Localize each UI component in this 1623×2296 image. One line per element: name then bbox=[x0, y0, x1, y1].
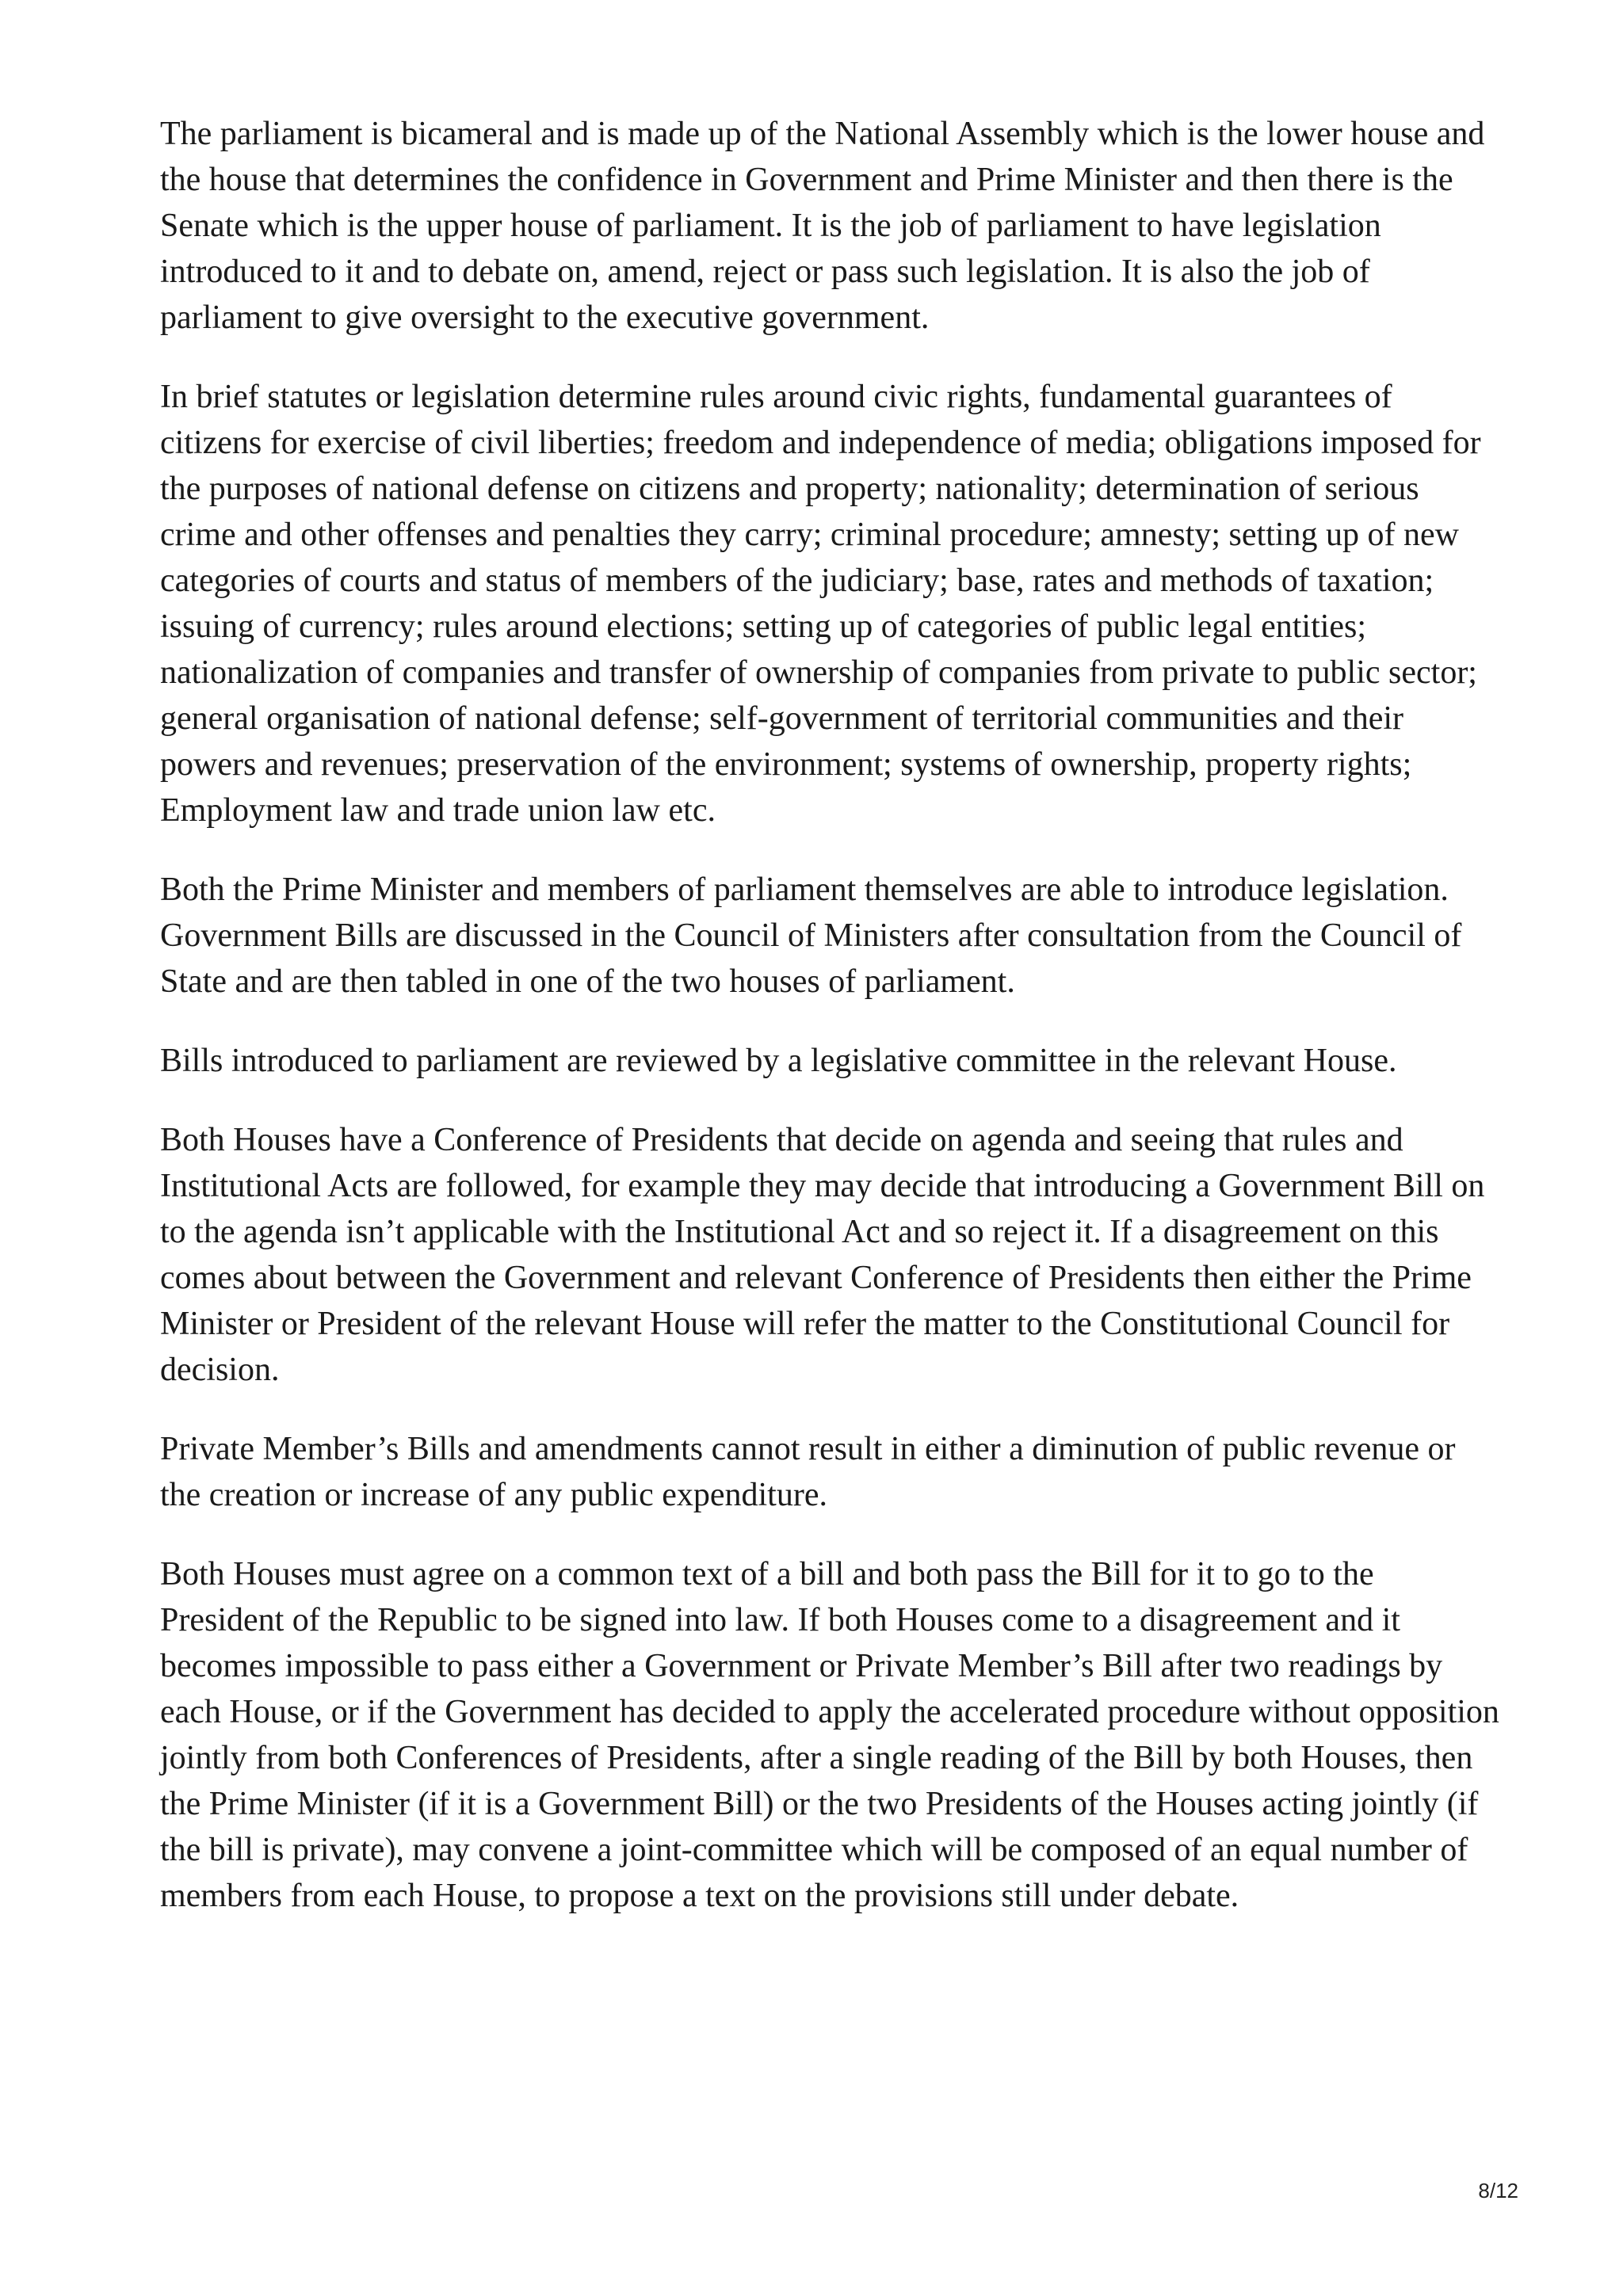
paragraph-committee-review: Bills introduced to parliament are reviewed by a legislative committee in the relevant House. bbox=[160, 1043, 1397, 1079]
paragraph-legislation-scope: In brief statutes or legislation determine rules around civic rights, fundamental guarantees of citizens for exercise of civil liberties; freedom and independence of media; obligations imposed for the purposes of national defense on citizens and property; nationality; determination of serious crime and other offenses and penalties they carry; criminal procedure; amnesty; setting up of new categories of courts and status of members of the judiciary; base, rates and methods of taxation; issuing of currency; rules around elections; setting up of categories of public legal entities; nationalization of companies and transfer of ownership of companies from private to public sector; general organisation of national defense; self-government of territorial communities and their powers and revenues; preservation of the environment; systems of ownership, property rights; Employment law and trade union law etc. bbox=[160, 379, 1481, 829]
paragraph-conference-of-presidents: Both Houses have a Conference of Presidents that decide on agenda and seeing that rules and Institutional Acts are followed, for example they may decide that introducing a Government Bill on to the agenda isn’t applicable with the Institutional Act and so reject it. If a disagreement on this comes about between the Government and relevant Conference of Presidents then either the Prime Minister or President of the relevant House will refer the matter to the Constitutional Council for decision. bbox=[160, 1122, 1485, 1388]
paragraph-private-members-bills: Private Member’s Bills and amendments cannot result in either a diminution of public revenue or the creation or increase of any public expenditure. bbox=[160, 1431, 1456, 1513]
paragraph-introducing-legislation: Both the Prime Minister and members of parliament themselves are able to introduce legislation. Government Bills are discussed in the Council of Ministers after consultation from the Council of State and are then tabled in one of the two houses of parliament. bbox=[160, 871, 1462, 1000]
document-page bbox=[160, 111, 1499, 1952]
page-number: 8/12 bbox=[1478, 2179, 1518, 2203]
paragraph-parliament-structure: The parliament is bicameral and is made up of the National Assembly which is the lower house and the house that determines the confidence in Government and Prime Minister and then there is the Senate which is the upper house of parliament. It is the job of parliament to have legislation introduced to it and to debate on, amend, reject or pass such legislation. It is also the job of parliament to give oversight to the executive government. bbox=[160, 116, 1485, 336]
paragraph-joint-committee: Both Houses must agree on a common text of a bill and both pass the Bill for it to go to the President of the Republic to be signed into law. If both Houses come to a disagreement and it becomes impossible to pass either a Government or Private Member’s Bill after two readings by each House, or if the Government has decided to apply the accelerated procedure without opposition jointly from both Conferences of Presidents, after a single reading of the Bill by both Houses, then the Prime Minister (if it is a Government Bill) or the two Presidents of the Houses acting jointly (if the bill is private), may convene a joint-committee which will be composed of an equal number of members from each House, to propose a text on the provisions still under debate. bbox=[160, 1556, 1499, 1914]
